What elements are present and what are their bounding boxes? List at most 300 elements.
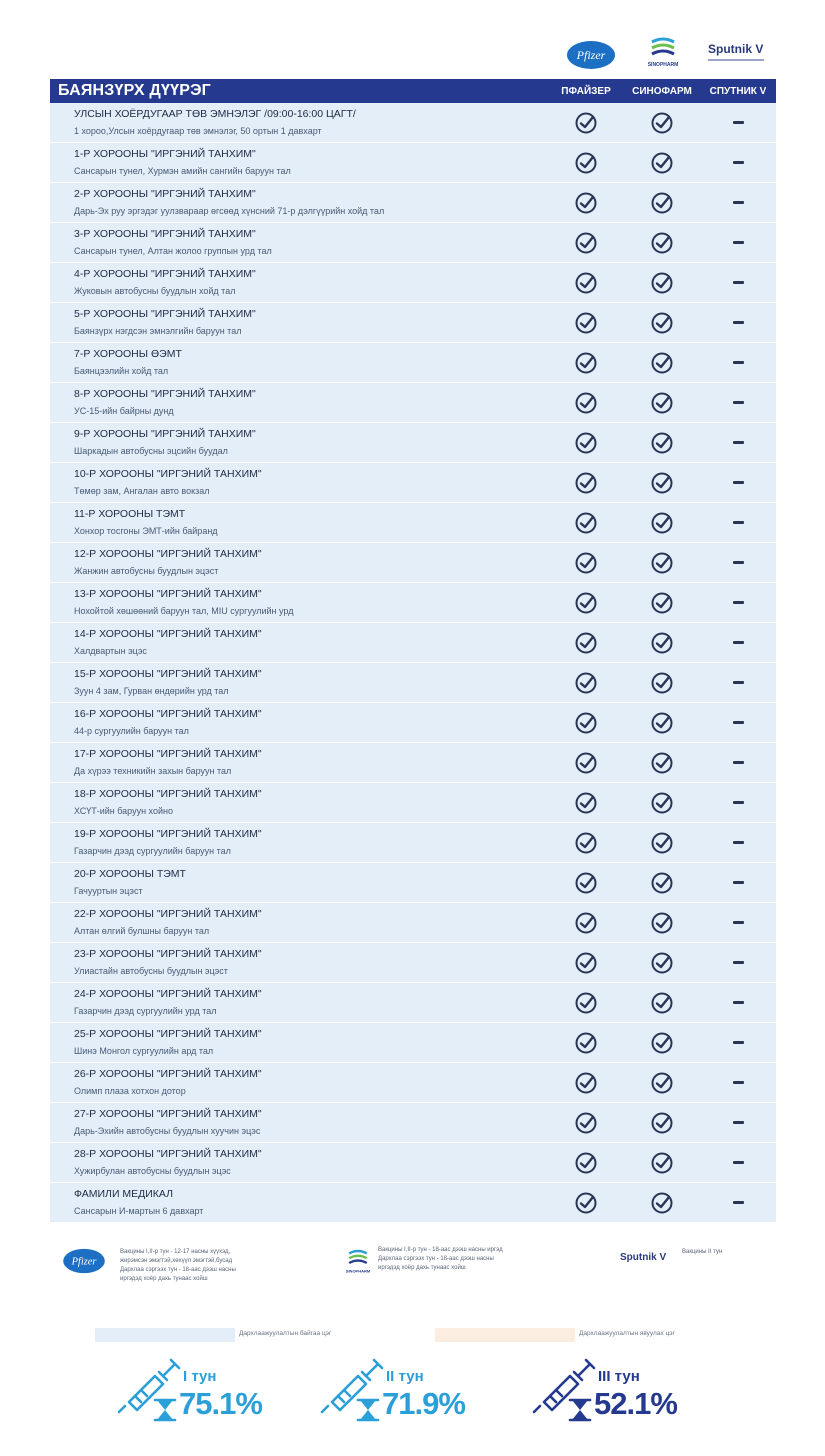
svg-text:SINOPHARM: SINOPHARM (346, 1268, 370, 1274)
site-address: Сансарын тунел, Хурмэн амийн сангийн баруун тал (74, 166, 291, 176)
check-circle-icon (650, 991, 674, 1015)
legend-pfizer-text (120, 1248, 236, 1284)
site-title: 22-Р ХОРООНЫ "ИРГЭНИЙ ТАНХИМ" (74, 908, 262, 920)
site-cell (50, 587, 548, 618)
pfizer-availability (548, 351, 624, 375)
sputnik-availability (700, 521, 776, 524)
site-title: 14-Р ХОРООНЫ "ИРГЭНИЙ ТАНХИМ" (74, 628, 262, 640)
pfizer-availability (548, 151, 624, 175)
syringe-icon (530, 1356, 600, 1426)
sinopharm-availability (624, 671, 700, 695)
check-circle-icon (574, 111, 598, 135)
sinopharm-availability (624, 1111, 700, 1135)
site-cell (50, 507, 548, 538)
table-body (50, 103, 776, 1223)
sinopharm-availability (624, 1031, 700, 1055)
sinopharm-availability (624, 551, 700, 575)
site-title: 3-Р ХОРООНЫ "ИРГЭНИЙ ТАНХИМ" (74, 228, 256, 240)
check-circle-icon (574, 951, 598, 975)
pfizer-availability (548, 591, 624, 615)
sinopharm-availability (624, 431, 700, 455)
pfizer-availability (548, 391, 624, 415)
dash-icon (733, 881, 744, 884)
site-address: Да хүрээ техникийн захын баруун тал (74, 766, 232, 776)
check-circle-icon (650, 471, 674, 495)
check-circle-icon (574, 871, 598, 895)
sinopharm-availability (624, 111, 700, 135)
check-circle-icon (574, 671, 598, 695)
site-cell (50, 307, 548, 338)
check-circle-icon (650, 511, 674, 535)
check-circle-icon (650, 911, 674, 935)
check-circle-icon (650, 631, 674, 655)
dash-icon (733, 721, 744, 724)
pfizer-logo-icon (566, 40, 616, 70)
pfizer-availability (548, 631, 624, 655)
sinopharm-availability (624, 391, 700, 415)
table-row (50, 943, 776, 983)
site-title: 5-Р ХОРООНЫ "ИРГЭНИЙ ТАНХИМ" (74, 308, 256, 320)
table-row (50, 1023, 776, 1063)
check-circle-icon (650, 551, 674, 575)
table-row (50, 863, 776, 903)
check-circle-icon (650, 311, 674, 335)
check-circle-icon (574, 471, 598, 495)
pfizer-availability (548, 111, 624, 135)
check-circle-icon (650, 591, 674, 615)
pfizer-availability (548, 831, 624, 855)
site-address: Шаркадын автобусны эцсийн буудал (74, 446, 228, 456)
site-title: 25-Р ХОРООНЫ "ИРГЭНИЙ ТАНХИМ" (74, 1028, 262, 1040)
site-title: ФАМИЛИ МЕДИКАЛ (74, 1188, 174, 1200)
site-address: Жанжин автобусны буудлын эцэст (74, 566, 219, 576)
dash-icon (733, 601, 744, 604)
check-circle-icon (574, 631, 598, 655)
check-circle-icon (650, 751, 674, 775)
dash-icon (733, 1041, 744, 1044)
sputnik-availability (700, 761, 776, 764)
check-circle-icon (650, 831, 674, 855)
check-circle-icon (574, 1071, 598, 1095)
site-cell (50, 1187, 548, 1218)
legend-line: Вакцины II тун (682, 1249, 723, 1255)
col-pfizer: ПФАЙЗЕР (561, 85, 611, 97)
sputnik-availability (700, 321, 776, 324)
pfizer-logo-small-icon (62, 1248, 106, 1274)
check-circle-icon (650, 711, 674, 735)
table-row (50, 583, 776, 623)
sputnik-availability (700, 601, 776, 604)
sputnik-availability (700, 401, 776, 404)
sputnik-availability (700, 801, 776, 804)
check-circle-icon (574, 991, 598, 1015)
site-address: 44-р сургуулийн баруун тал (74, 726, 189, 736)
pfizer-availability (548, 231, 624, 255)
check-circle-icon (650, 111, 674, 135)
legend-line: Вакцины I,II-р тун - 12-17 насны хүүхэд, (120, 1249, 231, 1255)
table-row (50, 823, 776, 863)
pfizer-availability (548, 191, 624, 215)
table-row (50, 263, 776, 303)
check-circle-icon (574, 271, 598, 295)
sinopharm-logo-small-icon (346, 1246, 370, 1280)
table-row (50, 1103, 776, 1143)
mobile-sites-label: Дархлаажуулалтын явуулах цэг (579, 1330, 675, 1337)
check-circle-icon (650, 191, 674, 215)
legend-line: иргэдэд хоёр дахь тунаас хойш (378, 1265, 466, 1271)
legend-line: иргэдэд хоёр дахь тунаас хойш (120, 1276, 208, 1282)
sinopharm-availability (624, 311, 700, 335)
sinopharm-logo-icon (648, 34, 678, 74)
check-circle-icon (650, 391, 674, 415)
site-cell (50, 827, 548, 858)
check-circle-icon (574, 151, 598, 175)
site-address: Зуун 4 зам, Гурван өндөрийн урд тал (74, 686, 229, 696)
site-address: Сансарын тунел, Алтан жолоо группын урд тал (74, 246, 272, 256)
pfizer-availability (548, 471, 624, 495)
site-address: Хужирбулан автобусны буудлын эцэс (74, 1166, 231, 1176)
sputnik-availability (700, 961, 776, 964)
sinopharm-availability (624, 191, 700, 215)
legend-line: Вакцины I,II-р тун - 18-аас дээш насны иргэд (378, 1247, 503, 1253)
pfizer-availability (548, 551, 624, 575)
site-title: 12-Р ХОРООНЫ "ИРГЭНИЙ ТАНХИМ" (74, 548, 262, 560)
table-row (50, 423, 776, 463)
district-title: БАЯНЗҮРХ ДҮҮРЭГ (58, 82, 211, 99)
dash-icon (733, 921, 744, 924)
site-cell (50, 187, 548, 218)
site-cell (50, 627, 548, 658)
check-circle-icon (650, 951, 674, 975)
sputnik-availability (700, 361, 776, 364)
site-title: 26-Р ХОРООНЫ "ИРГЭНИЙ ТАНХИМ" (74, 1068, 262, 1080)
table-row (50, 183, 776, 223)
sinopharm-availability (624, 1071, 700, 1095)
svg-text:Pfizer: Pfizer (71, 1256, 97, 1268)
sputnik-availability (700, 241, 776, 244)
site-title: 13-Р ХОРООНЫ "ИРГЭНИЙ ТАНХИМ" (74, 588, 262, 600)
sputnik-availability (700, 1201, 776, 1204)
sputnik-availability (700, 841, 776, 844)
check-circle-icon (574, 351, 598, 375)
pfizer-availability (548, 871, 624, 895)
site-title: 27-Р ХОРООНЫ "ИРГЭНИЙ ТАНХИМ" (74, 1108, 262, 1120)
vaccine-logos (548, 34, 778, 76)
dash-icon (733, 201, 744, 204)
existing-sites-label: Дархлаажуулалтын байгаа цэг (239, 1330, 332, 1337)
site-title: 15-Р ХОРООНЫ "ИРГЭНИЙ ТАНХИМ" (74, 668, 262, 680)
table-row (50, 383, 776, 423)
site-title: 16-Р ХОРООНЫ "ИРГЭНИЙ ТАНХИМ" (74, 708, 262, 720)
sputnik-availability (700, 1001, 776, 1004)
site-address: Шинэ Монгол сургуулийн ард тал (74, 1046, 214, 1056)
table-header (50, 79, 776, 103)
table-row (50, 903, 776, 943)
sputnik-availability (700, 1121, 776, 1124)
dash-icon (733, 1081, 744, 1084)
sinopharm-availability (624, 631, 700, 655)
sputnik-availability (700, 1081, 776, 1084)
dash-icon (733, 761, 744, 764)
site-cell (50, 947, 548, 978)
site-cell (50, 987, 548, 1018)
table-row (50, 543, 776, 583)
dash-icon (733, 681, 744, 684)
sputnik-availability (700, 721, 776, 724)
table-row (50, 503, 776, 543)
dose-1-label: I тун (183, 1368, 217, 1385)
site-cell (50, 347, 548, 378)
site-cell (50, 1027, 548, 1058)
sinopharm-availability (624, 951, 700, 975)
site-cell (50, 427, 548, 458)
site-cell (50, 467, 548, 498)
vaccination-sites-table (50, 79, 776, 1223)
pfizer-availability (548, 1191, 624, 1215)
table-row (50, 743, 776, 783)
site-title: 9-Р ХОРООНЫ "ИРГЭНИЙ ТАНХИМ" (74, 428, 256, 440)
dash-icon (733, 121, 744, 124)
sputnik-logo-small: Sputnik V (620, 1252, 667, 1263)
sputnik-availability (700, 441, 776, 444)
site-cell (50, 707, 548, 738)
site-address: ХСҮТ-ийн баруун хойно (74, 806, 173, 816)
dash-icon (733, 1121, 744, 1124)
table-row (50, 1183, 776, 1223)
check-circle-icon (650, 271, 674, 295)
dash-icon (733, 441, 744, 444)
dash-icon (733, 1201, 744, 1204)
site-address: 1 хороо,Улсын хоёрдугаар төв эмнэлэг, 50 ортын 1 давхарт (74, 126, 322, 136)
dose-1-stat (115, 1356, 305, 1426)
dash-icon (733, 401, 744, 404)
site-cell (50, 1147, 548, 1178)
site-status-bars (95, 1328, 700, 1342)
pfizer-availability (548, 311, 624, 335)
check-circle-icon (650, 1031, 674, 1055)
site-title: 23-Р ХОРООНЫ "ИРГЭНИЙ ТАНХИМ" (74, 948, 262, 960)
check-circle-icon (574, 711, 598, 735)
table-row (50, 1063, 776, 1103)
dash-icon (733, 961, 744, 964)
dash-icon (733, 521, 744, 524)
pfizer-availability (548, 911, 624, 935)
dash-icon (733, 561, 744, 564)
site-cell (50, 867, 548, 898)
check-circle-icon (574, 511, 598, 535)
pfizer-availability (548, 791, 624, 815)
sinopharm-availability (624, 231, 700, 255)
pfizer-availability (548, 1031, 624, 1055)
sputnik-availability (700, 161, 776, 164)
dose-3-stat (530, 1356, 720, 1426)
check-circle-icon (650, 1071, 674, 1095)
site-address: Баянцээлийн хойд тал (74, 366, 169, 376)
site-address: Олимп плаза хотхон дотор (74, 1086, 186, 1096)
site-cell (50, 1067, 548, 1098)
dose-2-percent: 71.9% (382, 1386, 465, 1421)
site-cell (50, 787, 548, 818)
pfizer-availability (548, 271, 624, 295)
sinopharm-availability (624, 1151, 700, 1175)
site-title: 10-Р ХОРООНЫ "ИРГЭНИЙ ТАНХИМ" (74, 468, 262, 480)
pfizer-availability (548, 711, 624, 735)
site-title: 11-Р ХОРООНЫ ТЭМТ (74, 508, 186, 520)
check-circle-icon (574, 911, 598, 935)
dash-icon (733, 481, 744, 484)
sputnik-availability (700, 1041, 776, 1044)
dash-icon (733, 641, 744, 644)
pfizer-availability (548, 991, 624, 1015)
sputnik-availability (700, 681, 776, 684)
check-circle-icon (650, 1191, 674, 1215)
site-cell (50, 907, 548, 938)
check-circle-icon (574, 831, 598, 855)
sinopharm-availability (624, 831, 700, 855)
pfizer-availability (548, 1071, 624, 1095)
table-row (50, 343, 776, 383)
check-circle-icon (574, 311, 598, 335)
syringe-icon (318, 1356, 388, 1426)
site-cell (50, 267, 548, 298)
check-circle-icon (574, 1111, 598, 1135)
legend-sputnik-text (682, 1248, 722, 1257)
site-address: Баянзүрх нэгдсэн эмнэлгийн баруун тал (74, 326, 242, 336)
check-circle-icon (574, 791, 598, 815)
check-circle-icon (574, 1191, 598, 1215)
sputnik-logo (708, 42, 770, 70)
site-address: Халдвартын эцэс (74, 646, 147, 656)
dash-icon (733, 281, 744, 284)
syringe-icon (115, 1356, 185, 1426)
table-row (50, 223, 776, 263)
dash-icon (733, 321, 744, 324)
table-row (50, 303, 776, 343)
table-row (50, 463, 776, 503)
site-cell (50, 547, 548, 578)
check-circle-icon (574, 591, 598, 615)
sputnik-availability (700, 921, 776, 924)
site-title: 17-Р ХОРООНЫ "ИРГЭНИЙ ТАНХИМ" (74, 748, 262, 760)
site-address: Дарь-Эх руу эргэдэг уулзвараар өгсөөд хүнсний 71-р дэлгүүрийн хойд тал (74, 206, 385, 216)
check-circle-icon (650, 431, 674, 455)
site-cell (50, 387, 548, 418)
check-circle-icon (650, 1151, 674, 1175)
check-circle-icon (574, 1031, 598, 1055)
existing-sites-bar (95, 1328, 235, 1342)
col-sinopharm: СИНОФАРМ (632, 85, 692, 97)
pfizer-availability (548, 511, 624, 535)
site-address: Жуковын автобусны буудлын хойд тал (74, 286, 236, 296)
legend-line: Дархлаа сэргээх тун - 18-аас дээш насны (120, 1267, 236, 1273)
pfizer-availability (548, 751, 624, 775)
sputnik-availability (700, 201, 776, 204)
legend-line: Дархлаа сэргээх тун - 18-аас дээш насны (378, 1256, 494, 1262)
sputnik-logo-text: Sputnik V (708, 42, 764, 56)
check-circle-icon (650, 231, 674, 255)
site-address: УС-15-ийн байрны дунд (74, 406, 174, 416)
sputnik-availability (700, 881, 776, 884)
check-circle-icon (650, 151, 674, 175)
sinopharm-availability (624, 511, 700, 535)
dash-icon (733, 1161, 744, 1164)
dash-icon (733, 361, 744, 364)
sinopharm-availability (624, 871, 700, 895)
site-title: 20-Р ХОРООНЫ ТЭМТ (74, 868, 186, 880)
pfizer-availability (548, 431, 624, 455)
site-address: Хонхор тосгоны ЭМТ-ийн байранд (74, 526, 218, 536)
table-row (50, 623, 776, 663)
legend (60, 1240, 780, 1296)
site-cell (50, 227, 548, 258)
dash-icon (733, 801, 744, 804)
check-circle-icon (650, 871, 674, 895)
site-title: 19-Р ХОРООНЫ "ИРГЭНИЙ ТАНХИМ" (74, 828, 262, 840)
dose-2-stat (318, 1356, 508, 1426)
pfizer-availability (548, 671, 624, 695)
sputnik-availability (700, 641, 776, 644)
sinopharm-logo-text: SINOPHARM (648, 62, 678, 68)
site-cell (50, 747, 548, 778)
check-circle-icon (574, 751, 598, 775)
legend-sinopharm-text (378, 1246, 503, 1273)
mobile-sites-bar (435, 1328, 575, 1342)
site-address: Улиастайн автобусны буудлын эцэст (74, 966, 228, 976)
dash-icon (733, 241, 744, 244)
table-row (50, 663, 776, 703)
sinopharm-availability (624, 271, 700, 295)
dash-icon (733, 161, 744, 164)
sputnik-availability (700, 1161, 776, 1164)
sinopharm-availability (624, 911, 700, 935)
site-title: 28-Р ХОРООНЫ "ИРГЭНИЙ ТАНХИМ" (74, 1148, 262, 1160)
site-cell (50, 1107, 548, 1138)
site-address: Гачууртын эцэст (74, 886, 143, 896)
sinopharm-availability (624, 711, 700, 735)
sinopharm-availability (624, 751, 700, 775)
site-title: 4-Р ХОРООНЫ "ИРГЭНИЙ ТАНХИМ" (74, 268, 256, 280)
site-address: Газарчин дээд сургуулийн баруун тал (74, 846, 231, 856)
dash-icon (733, 1001, 744, 1004)
check-circle-icon (574, 551, 598, 575)
site-cell (50, 667, 548, 698)
sinopharm-availability (624, 591, 700, 615)
dose-2-label: II тун (386, 1368, 424, 1385)
check-circle-icon (650, 1111, 674, 1135)
pfizer-availability (548, 1111, 624, 1135)
site-address: Дарь-Эхийн автобусны буудлын хуучин эцэс (74, 1126, 261, 1136)
col-sputnik: СПУТНИК V (709, 85, 767, 97)
site-address: Алтан өлгий булшны баруун тал (74, 926, 210, 936)
site-title: 8-Р ХОРООНЫ "ИРГЭНИЙ ТАНХИМ" (74, 388, 256, 400)
pfizer-logo-text: Pfizer (576, 48, 606, 62)
table-row (50, 103, 776, 143)
check-circle-icon (574, 1151, 598, 1175)
pfizer-availability (548, 951, 624, 975)
table-row (50, 143, 776, 183)
dose-1-percent: 75.1% (179, 1386, 262, 1421)
sinopharm-availability (624, 471, 700, 495)
check-circle-icon (650, 351, 674, 375)
site-title: УЛСЫН ХОЁРДУГААР ТӨВ ЭМНЭЛЭГ /09:00-16:00 ЦАГТ/ (74, 108, 356, 120)
table-row (50, 703, 776, 743)
site-address: Төмөр зам, Ангалан авто вокзал (74, 486, 210, 496)
site-address: Сансарын И-мартын 6 давхарт (74, 1206, 204, 1216)
sinopharm-availability (624, 151, 700, 175)
site-cell (50, 107, 548, 138)
dose-3-percent: 52.1% (594, 1386, 677, 1421)
dash-icon (733, 841, 744, 844)
